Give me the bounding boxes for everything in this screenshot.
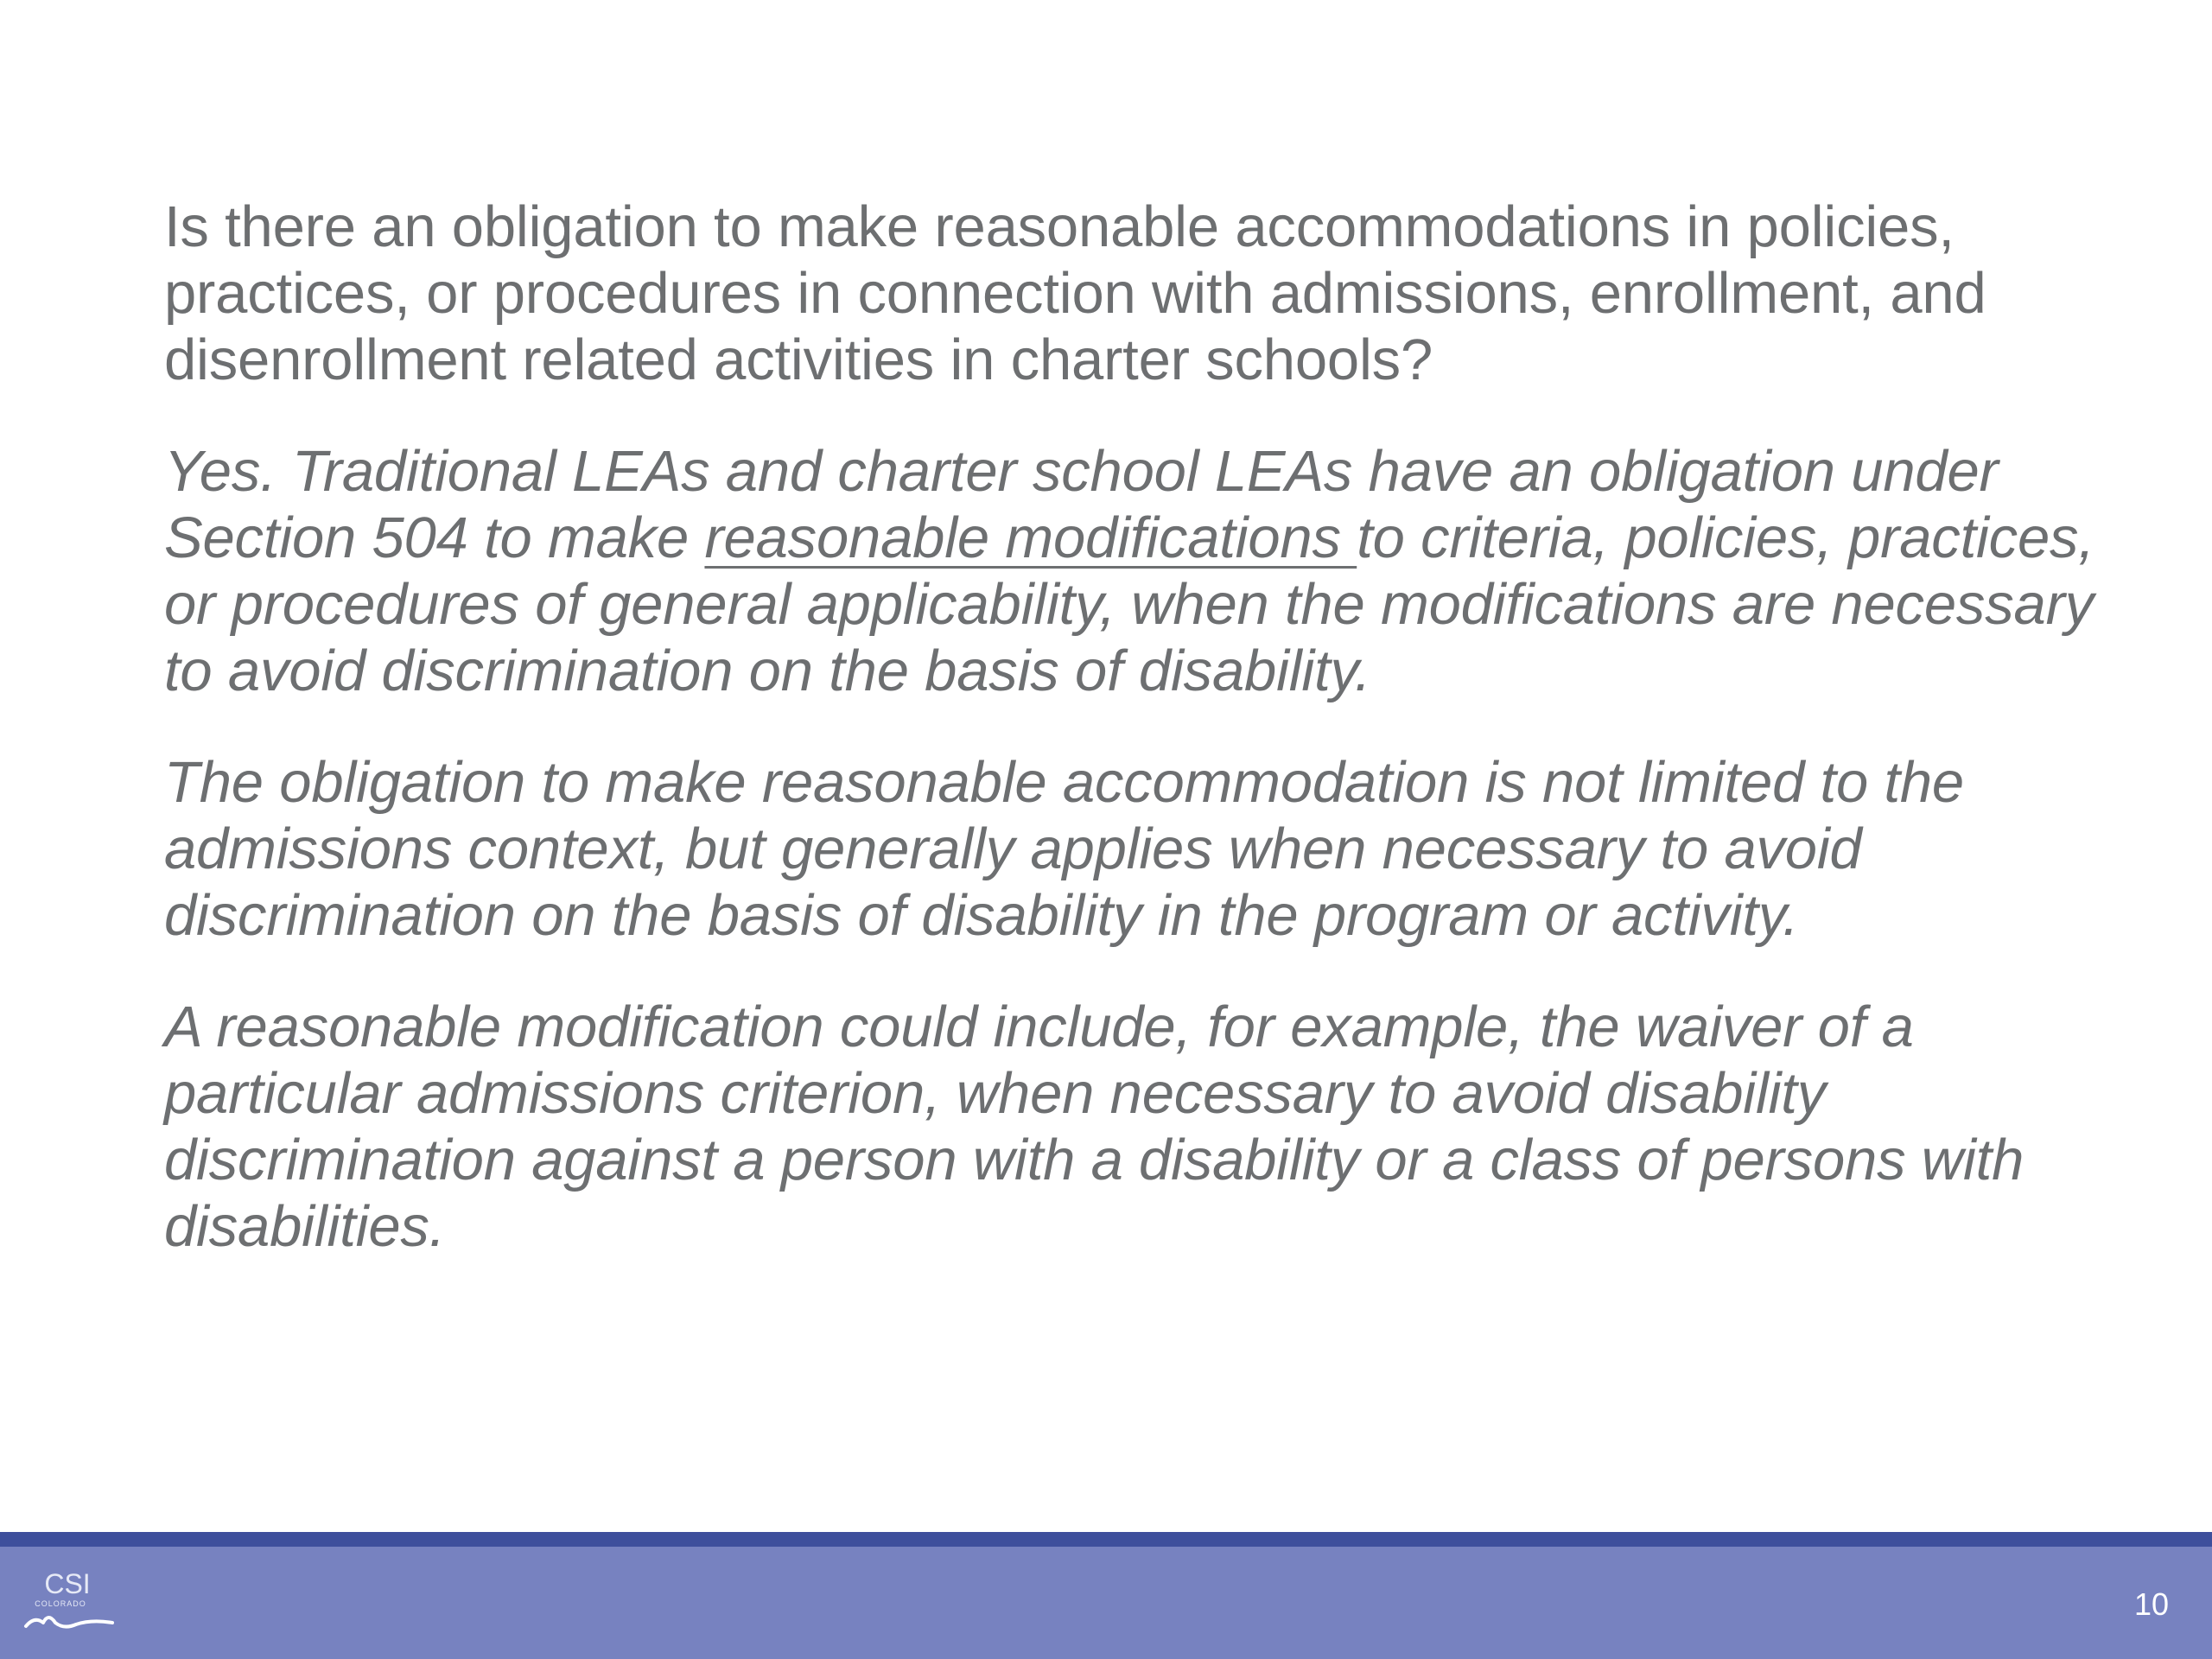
answer-paragraph-2: The obligation to make reasonable accommodation is not limited to the admissions context, but generally applies when necessary to avoid discrimination on the basis of disability in the program or activity. (164, 750, 1964, 948)
footer-rule (0, 1532, 2212, 1547)
answer-paragraph-3: A reasonable modification could include, for example, the waiver of a particular admissions criterion, when necessary to avoid disability discrimination against a person with a disability or a class of persons with disabilities. (164, 995, 2024, 1259)
logo-text: CSI (44, 1568, 91, 1599)
footer-band (0, 1547, 2212, 1659)
page-number: 10 (2133, 1586, 2169, 1622)
logo-subtext: COLORADO (35, 1599, 86, 1608)
answer-1-underlined-term: reasonable modifications (704, 505, 1357, 570)
answer-paragraph-1 (164, 438, 2100, 704)
csi-mountain-logo-icon (22, 1566, 118, 1643)
answer-1-after: to criteria, policies, practices, or procedures of general applicability, when the modifications are necessary to avoid discrimination on the basis of disability. (164, 505, 2094, 703)
answer-1-before: Yes. Traditional LEAs and charter school LEAs have an obligation under Section 504 to make (164, 439, 1999, 570)
slide-content (164, 194, 2100, 1260)
question-text: Is there an obligation to make reasonable accommodations in policies, practices, or procedures in connection with admissions, enrollment, and disenrollment related activities in charter schools? (164, 194, 1986, 392)
